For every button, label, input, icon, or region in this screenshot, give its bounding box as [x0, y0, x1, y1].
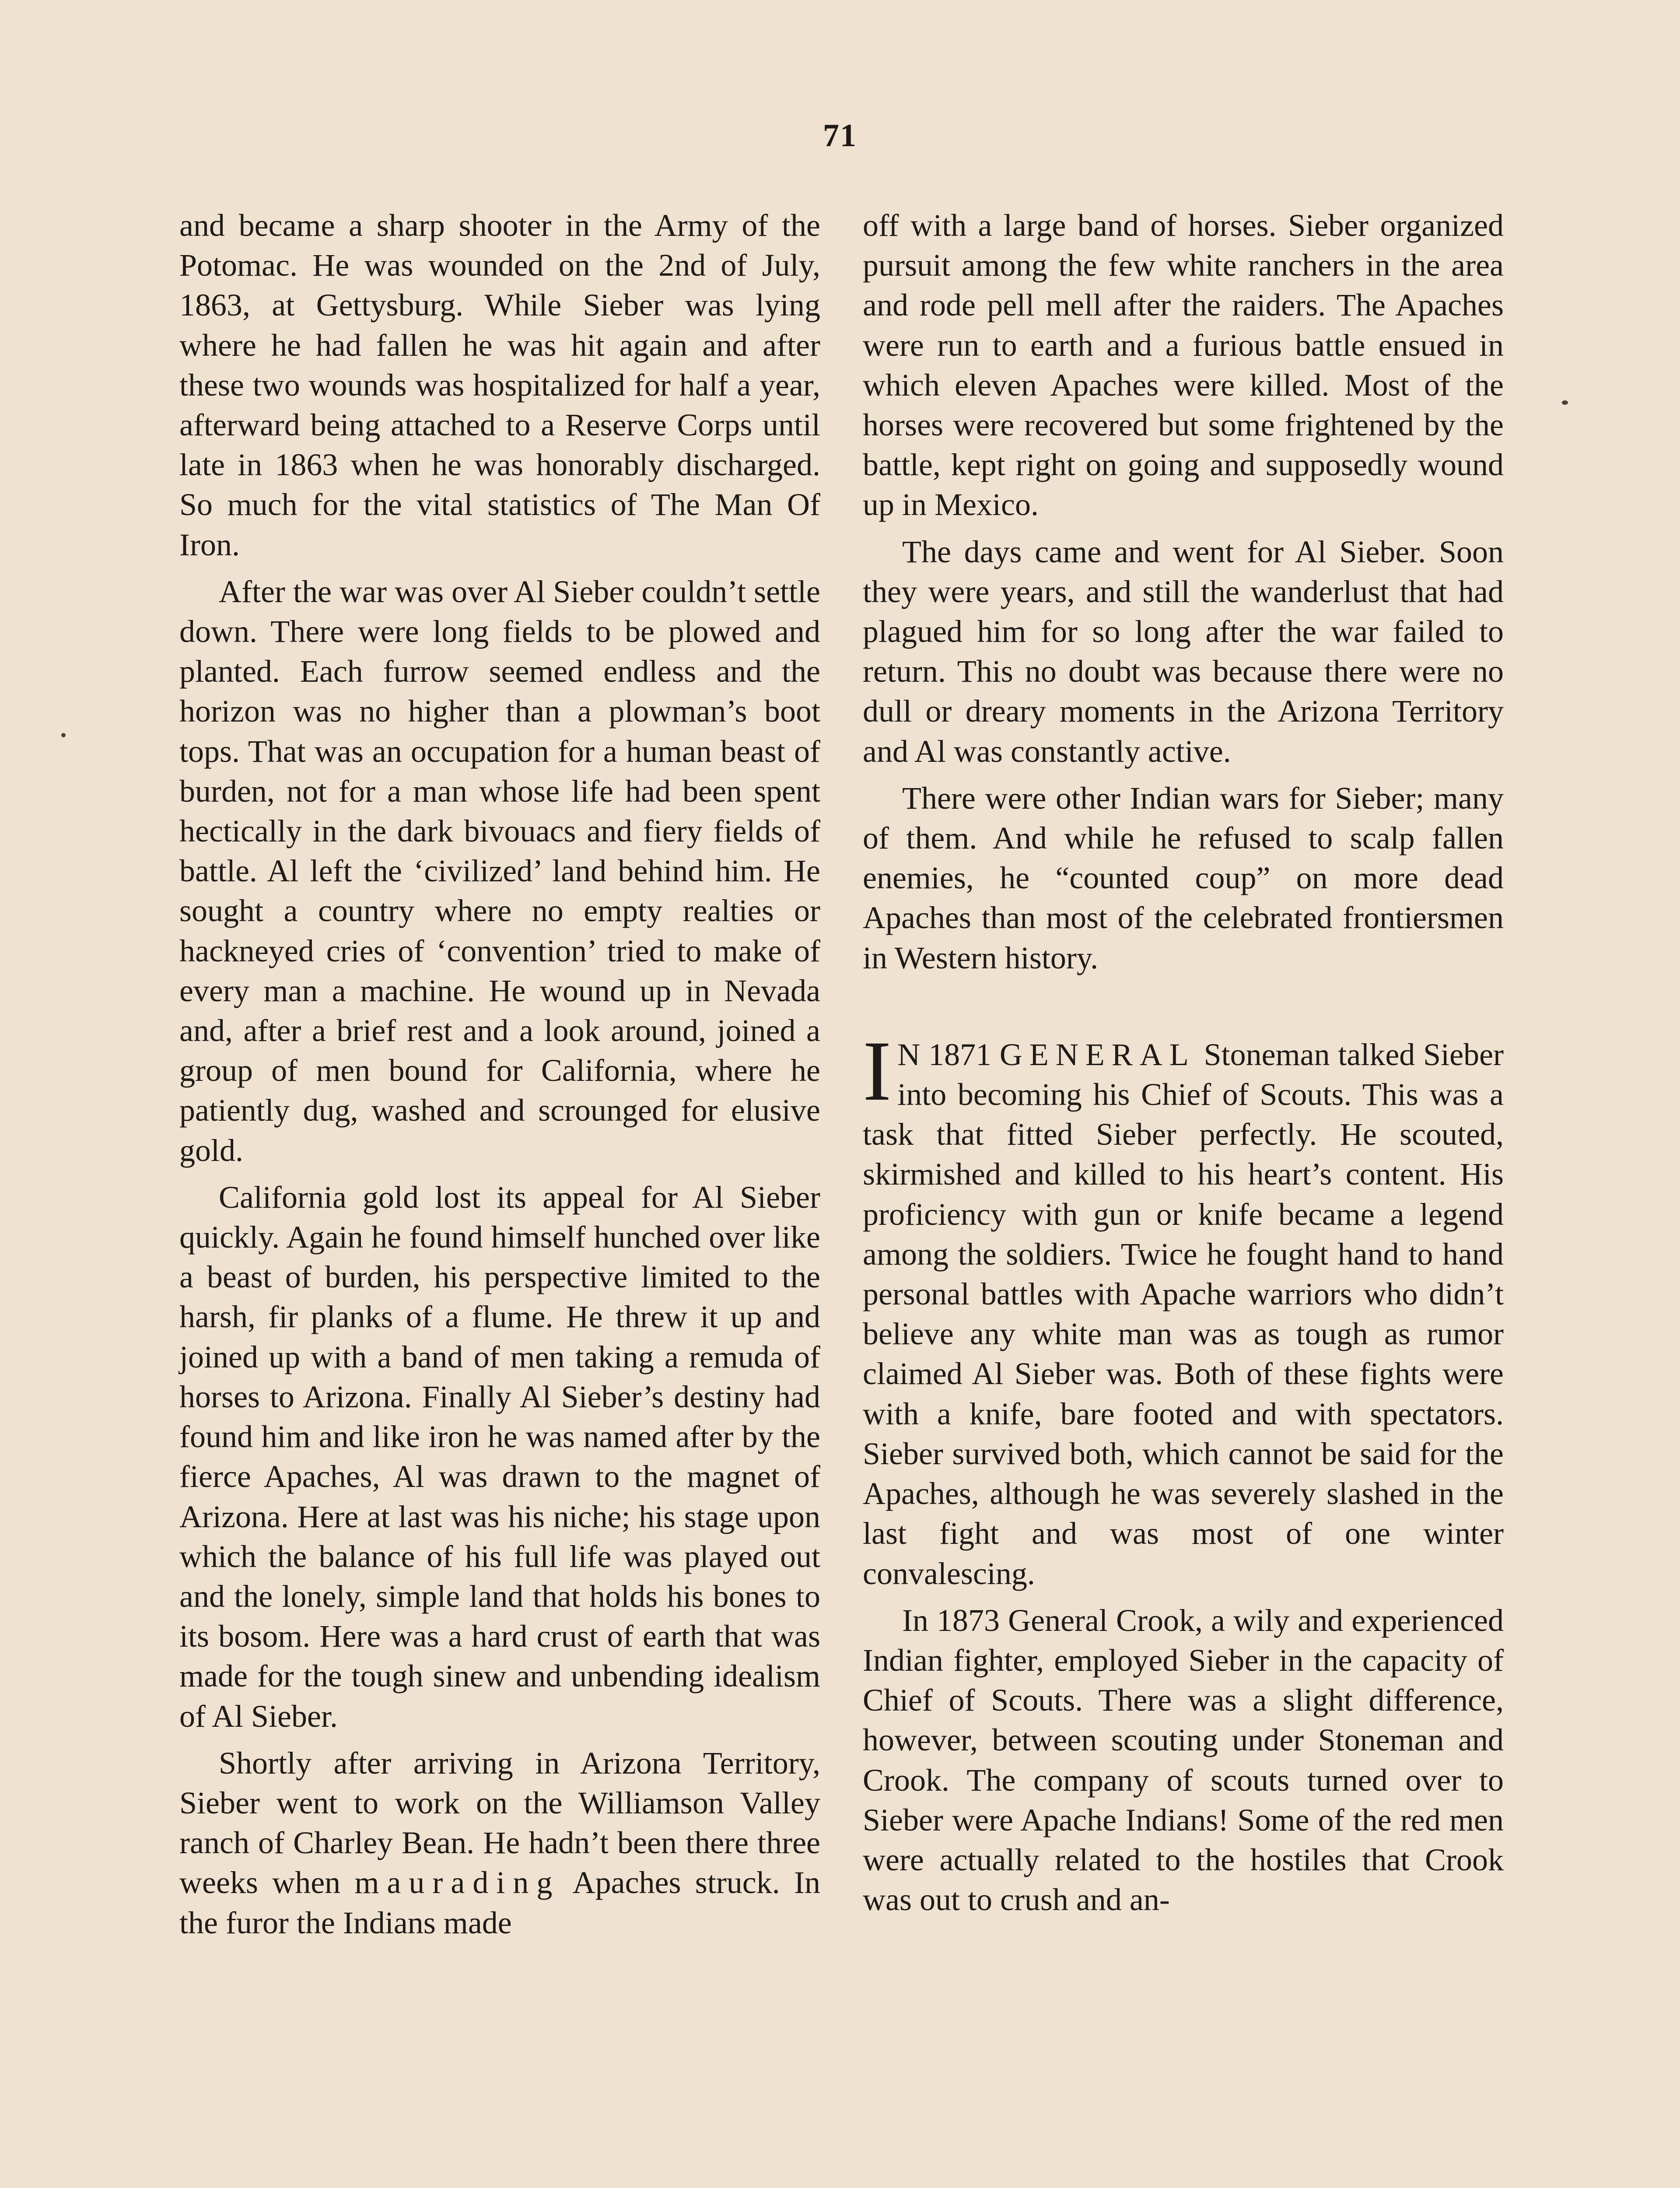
paragraph: The days came and went for Al Sieber. Soon they were years, and still the wanderlust that had plagued him for so long after the war failed to return. This no doubt was because there were no dull or dreary moments in the Arizona Territory and Al was constantly active. [863, 534, 1504, 769]
section-paragraph [863, 1023, 1504, 1594]
drop-cap: I [863, 1023, 892, 1119]
print-speck [61, 733, 66, 737]
paragraph [179, 1743, 820, 1943]
paragraph: There were other Indian wars for Sieber; many of them. And while he refused to scalp fallen enemies, he “counted coup” on more dead Apaches than most of the celebrated frontiersmen in Western history. [863, 780, 1504, 975]
paragraph: California gold lost its appeal for Al Sieber quickly. Again he found himself hunched over like a beast of burden, his perspective limited to the harsh, fir planks of a flume. He threw it up and joined up with a band of men taking a remuda of horses to Arizona. Finally Al Sieber’s destiny had found him and like iron he was named after by the fierce Apaches, Al was drawn to the magnet of Arizona. Here at last was his niche; his stage upon which the balance of his full life was played out and the lonely, simple land that holds his bones to its bosom. Here was a hard crust of earth that was made for the tough sinew and unbending idealism of Al Sieber. [179, 1179, 820, 1734]
paragraph: off with a large band of horses. Sieber organized pursuit among the few white ranchers in the area and rode pell mell after the raiders. The Apaches were run to earth and a furious battle ensued in which eleven Apaches were killed. Most of the horses were recovered but some frightened by the battle, kept right on going and supposedly wound up in Mexico. [863, 208, 1504, 522]
lead-in: N 1871 [897, 1037, 992, 1072]
paragraph-text: Stoneman talked Sieber into becoming his Chief of Scouts. This was a task that fitted Sieber perfectly. He scouted, skirmished and killed to his heart’s content. His proficiency with gun or knife became a legend among the soldiers. Twice he fought hand to hand personal battles with Apache warriors who didn’t believe any white man was as tough as rumor claimed Al Sieber was. Both of these fights were with a knife, bare footed and with spectators. Sieber survived both, which cannot be said for the Apaches, although he was severely slashed in the last fight and was most of one winter convalescing. [863, 1037, 1504, 1591]
paragraph: and became a sharp shooter in the Army of the Potomac. He was wounded on the 2nd of July, 1863, at Gettysburg. While Sieber was lying where he had fallen he was hit again and after these two wounds was hospitalized for half a year, afterward being attached to a Reserve Corps until late in 1863 when he was honorably discharged. So much for the vital statistics of The Man Of Iron. [179, 208, 820, 562]
print-speck [1562, 400, 1568, 405]
spaced-word: maurading [354, 1865, 560, 1900]
right-column [863, 206, 1504, 1927]
lead-in-caps: GENERAL [999, 1037, 1196, 1072]
paragraph: In 1873 General Crook, a wily and experienced Indian fighter, employed Sieber in the capacity of Chief of Scouts. There was a slight difference, however, between scouting under Stoneman and Crook. The company of scouts turned over to Sieber were Apache Indians! Some of the red men were actually related to the hostiles that Crook was out to crush and an- [863, 1602, 1504, 1918]
paragraph: After the war was over Al Sieber couldn’t settle down. There were long fields to be plowed and planted. Each furrow seemed endless and the horizon was no higher than a plowman’s boot tops. That was an occupation for a human beast of burden, not for a man whose life had been spent hectically in the dark bivouacs and fiery fields of battle. Al left the ‘civilized’ land behind him. He sought a country where no empty realties or hackneyed cries of ‘convention’ tried to make of every man a machine. He wound up in Nevada and, after a brief rest and a look around, joined a group of men bound for California, where he patiently dug, washed and scrounged for elusive gold. [179, 574, 820, 1168]
left-column [179, 206, 820, 1950]
paragraph-text: Shortly after arriving in Arizona Territory, Sieber went to work on the Williamson Valley ranch of Charley Bean. He hadn’t been there three weeks when [179, 1745, 820, 1900]
page-number: 71 [823, 118, 857, 154]
paragraph-text: Apaches struck. In the furor the Indians made [179, 1865, 820, 1940]
